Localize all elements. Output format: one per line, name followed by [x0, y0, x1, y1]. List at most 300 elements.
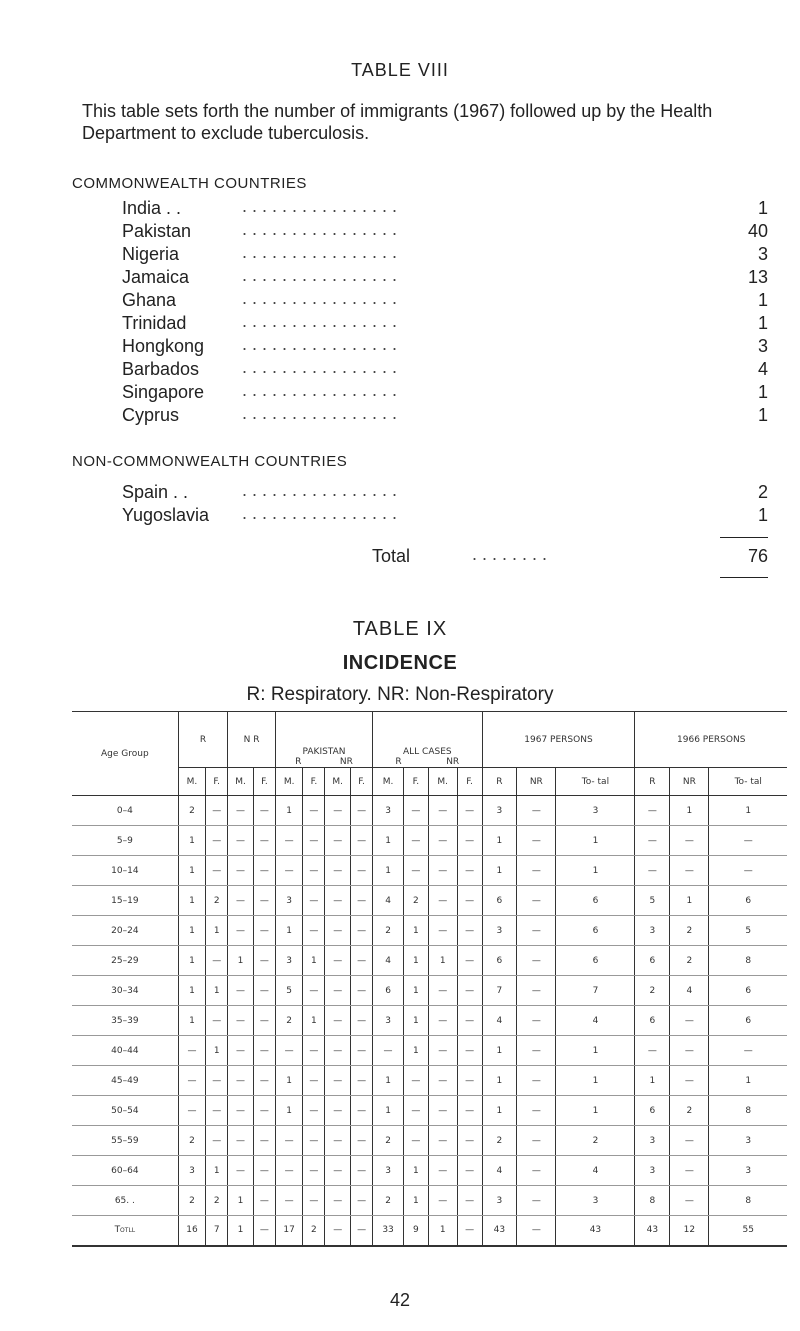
count-cell: —: [351, 976, 373, 1006]
leader-dots: . . . . . . . . . . . . . . . .: [242, 311, 398, 331]
count-cell: —: [253, 1006, 275, 1036]
count-cell: 12: [670, 1216, 709, 1246]
count-cell: —: [517, 946, 556, 976]
count-cell: 2: [373, 1126, 404, 1156]
count-cell: —: [206, 796, 228, 826]
count-cell: —: [228, 976, 254, 1006]
count-cell: —: [303, 1036, 325, 1066]
count-cell: —: [635, 826, 670, 856]
count-cell: —: [303, 1096, 325, 1126]
count-cell: 2: [556, 1126, 635, 1156]
incidence-heading: INCIDENCE: [342, 652, 458, 674]
count-cell: 4: [373, 886, 404, 916]
total-label: Total: [372, 546, 411, 566]
count-cell: 6: [482, 946, 517, 976]
count-cell: —: [428, 826, 457, 856]
count-cell: —: [228, 856, 254, 886]
count-cell: —: [275, 1036, 302, 1066]
leader-dots: . . . . . . . . . . . . . . . .: [242, 334, 398, 354]
count-cell: 1: [403, 1156, 428, 1186]
count-cell: 7: [556, 976, 635, 1006]
commonwealth-heading: COMMONWEALTH COUNTRIES: [72, 175, 307, 192]
count-cell: —: [403, 826, 428, 856]
subheader-total_sub: To- tal: [556, 768, 635, 796]
age-group-cell: 35–39: [72, 1006, 178, 1036]
commonwealth-row: [122, 405, 768, 429]
count-cell: 3: [709, 1156, 787, 1186]
country-name: Hongkong: [122, 336, 205, 356]
leader-dots: . . . . . . . . . . . . . . . .: [242, 480, 398, 500]
table-row: [72, 1156, 787, 1186]
count-cell: 1: [178, 1006, 205, 1036]
count-cell: 1: [178, 946, 205, 976]
subheader-total_sub: To- tal: [709, 768, 787, 796]
count-cell: 3: [482, 796, 517, 826]
count-cell: —: [428, 1036, 457, 1066]
count-cell: —: [325, 1216, 351, 1246]
count-cell: 1: [228, 946, 254, 976]
count-cell: 6: [635, 1096, 670, 1126]
count-cell: 2: [275, 1006, 302, 1036]
count-cell: —: [517, 826, 556, 856]
table-ix-title: TABLE IX: [352, 618, 448, 640]
count-cell: —: [275, 1186, 302, 1216]
count-cell: —: [517, 1216, 556, 1246]
count-cell: 1: [556, 826, 635, 856]
count-cell: 1: [403, 976, 428, 1006]
count-cell: 2: [206, 886, 228, 916]
subheader-nr_sub: NR: [517, 768, 556, 796]
table-row: [72, 1126, 787, 1156]
count-cell: —: [325, 1186, 351, 1216]
count-cell: 3: [635, 1126, 670, 1156]
country-count: 4: [757, 359, 768, 379]
count-cell: 2: [178, 796, 205, 826]
count-cell: —: [457, 1006, 482, 1036]
count-cell: —: [428, 796, 457, 826]
count-cell: —: [457, 946, 482, 976]
count-cell: 1: [228, 1186, 254, 1216]
age-group-cell: 45–49: [72, 1066, 178, 1096]
country-count: 1: [757, 382, 768, 402]
count-cell: 33: [373, 1216, 404, 1246]
count-cell: —: [351, 1006, 373, 1036]
count-cell: 43: [482, 1216, 517, 1246]
count-cell: —: [303, 1126, 325, 1156]
count-cell: —: [517, 1006, 556, 1036]
count-cell: —: [325, 826, 351, 856]
country-name: Cyprus: [122, 405, 180, 425]
count-cell: —: [206, 1096, 228, 1126]
count-cell: —: [709, 856, 787, 886]
count-cell: 1: [206, 976, 228, 1006]
count-cell: —: [635, 796, 670, 826]
count-cell: —: [670, 826, 709, 856]
count-cell: 1: [482, 826, 517, 856]
age-group-header: Age Group: [72, 712, 178, 796]
count-cell: —: [403, 1096, 428, 1126]
count-cell: 8: [709, 946, 787, 976]
age-group-cell: 0–4: [72, 796, 178, 826]
count-cell: 8: [709, 1186, 787, 1216]
subheader-r_sub: R: [635, 768, 670, 796]
count-cell: —: [303, 1066, 325, 1096]
count-cell: 2: [482, 1126, 517, 1156]
pakistan-header: [275, 712, 372, 768]
count-cell: —: [275, 1126, 302, 1156]
count-cell: 1: [275, 916, 302, 946]
count-cell: —: [351, 796, 373, 826]
count-cell: —: [253, 1036, 275, 1066]
count-cell: 2: [178, 1186, 205, 1216]
count-cell: 1: [556, 1036, 635, 1066]
count-cell: —: [228, 796, 254, 826]
count-cell: —: [275, 856, 302, 886]
count-cell: 2: [670, 946, 709, 976]
pakistan-label: PAKISTAN: [302, 747, 346, 757]
country-name: Jamaica: [122, 267, 190, 287]
count-cell: —: [206, 1066, 228, 1096]
count-cell: —: [351, 1186, 373, 1216]
count-cell: —: [635, 1036, 670, 1066]
count-cell: 4: [556, 1006, 635, 1036]
count-cell: 3: [275, 886, 302, 916]
count-cell: —: [178, 1096, 205, 1126]
persons-1966-header: 1966 PERSONS: [635, 712, 787, 768]
count-cell: —: [351, 946, 373, 976]
count-cell: 1: [482, 856, 517, 886]
count-cell: —: [253, 1126, 275, 1156]
count-cell: 4: [482, 1156, 517, 1186]
count-cell: —: [457, 1036, 482, 1066]
table-row: [72, 916, 787, 946]
count-cell: —: [206, 826, 228, 856]
count-cell: 2: [206, 1186, 228, 1216]
leader-dots: . . . . . . . . . . . . . . . .: [242, 403, 398, 423]
count-cell: 4: [482, 1006, 517, 1036]
count-cell: 1: [178, 886, 205, 916]
count-cell: —: [457, 976, 482, 1006]
count-cell: 6: [709, 976, 787, 1006]
count-cell: —: [325, 976, 351, 1006]
count-cell: —: [670, 856, 709, 886]
count-cell: 1: [482, 1036, 517, 1066]
country-name: Yugoslavia: [122, 505, 210, 525]
country-count: 2: [757, 482, 768, 502]
count-cell: 1: [482, 1096, 517, 1126]
table-row: [72, 976, 787, 1006]
count-cell: 1: [670, 796, 709, 826]
count-cell: 1: [178, 916, 205, 946]
count-cell: —: [253, 796, 275, 826]
count-cell: —: [253, 856, 275, 886]
count-cell: —: [351, 1126, 373, 1156]
count-cell: 1: [403, 916, 428, 946]
country-name: Barbados: [122, 359, 200, 379]
count-cell: 1: [403, 946, 428, 976]
count-cell: —: [228, 1156, 254, 1186]
count-cell: —: [403, 1126, 428, 1156]
country-count: 1: [757, 505, 768, 525]
count-cell: —: [303, 916, 325, 946]
count-cell: —: [253, 1066, 275, 1096]
count-cell: 3: [482, 916, 517, 946]
count-cell: 9: [403, 1216, 428, 1246]
count-cell: —: [228, 1066, 254, 1096]
count-cell: —: [428, 1186, 457, 1216]
count-cell: 6: [556, 946, 635, 976]
count-cell: —: [517, 916, 556, 946]
count-cell: —: [517, 886, 556, 916]
leader-dots: . . . . . . . . . . . . . . . .: [242, 196, 398, 216]
count-cell: —: [351, 916, 373, 946]
country-count: 1: [757, 198, 768, 218]
age-group-cell: Totll: [72, 1216, 178, 1246]
count-cell: 1: [556, 1066, 635, 1096]
count-cell: —: [428, 1156, 457, 1186]
count-cell: —: [457, 1156, 482, 1186]
table-viii-title: TABLE VIII: [351, 60, 449, 80]
country-name: Spain . .: [122, 482, 189, 502]
count-cell: —: [303, 976, 325, 1006]
count-cell: —: [351, 1036, 373, 1066]
age-group-cell: 5–9: [72, 826, 178, 856]
count-cell: —: [709, 1036, 787, 1066]
count-cell: —: [517, 856, 556, 886]
count-cell: 55: [709, 1216, 787, 1246]
count-cell: —: [351, 856, 373, 886]
count-cell: 17: [275, 1216, 302, 1246]
count-cell: 5: [709, 916, 787, 946]
count-cell: —: [178, 1036, 205, 1066]
count-cell: —: [325, 1006, 351, 1036]
page-number: 42: [389, 1290, 411, 1310]
count-cell: —: [228, 826, 254, 856]
subheader-f: F.: [403, 768, 428, 796]
count-cell: —: [428, 886, 457, 916]
count-cell: 3: [178, 1156, 205, 1186]
count-cell: —: [303, 826, 325, 856]
subheader-m: M.: [275, 768, 302, 796]
count-cell: —: [351, 1066, 373, 1096]
count-cell: —: [457, 1096, 482, 1126]
table-row: [72, 1096, 787, 1126]
subheader-m: M.: [325, 768, 351, 796]
count-cell: —: [325, 1126, 351, 1156]
count-cell: 1: [206, 1036, 228, 1066]
age-group-cell: 40–44: [72, 1036, 178, 1066]
count-cell: —: [253, 1186, 275, 1216]
count-cell: 3: [635, 916, 670, 946]
count-cell: —: [228, 916, 254, 946]
count-cell: —: [457, 796, 482, 826]
count-cell: 1: [275, 1066, 302, 1096]
table-row: [72, 826, 787, 856]
subheader-m: M.: [228, 768, 254, 796]
count-cell: 3: [556, 796, 635, 826]
all-cases-nr: NR: [446, 757, 460, 767]
total-rule-top: [720, 537, 768, 538]
count-cell: 1: [275, 796, 302, 826]
count-cell: —: [325, 886, 351, 916]
count-cell: 6: [482, 886, 517, 916]
r-header: R: [178, 712, 228, 768]
non-commonwealth-heading: NON-COMMONWEALTH COUNTRIES: [72, 453, 348, 470]
count-cell: 1: [670, 886, 709, 916]
count-cell: 1: [178, 826, 205, 856]
count-cell: —: [275, 826, 302, 856]
count-cell: 5: [635, 886, 670, 916]
count-cell: —: [253, 946, 275, 976]
count-cell: —: [517, 1036, 556, 1066]
leader-dots: . . . . . . . . . . . . . . . .: [242, 219, 398, 239]
count-cell: —: [517, 1156, 556, 1186]
age-group-cell: 55–59: [72, 1126, 178, 1156]
country-count: 1: [757, 405, 768, 425]
leader-dots: . . . . . . . . . . . . . . . .: [242, 357, 398, 377]
count-cell: —: [228, 1006, 254, 1036]
total-rule-bottom: [720, 577, 768, 578]
count-cell: —: [325, 916, 351, 946]
count-cell: 1: [709, 1066, 787, 1096]
count-cell: 1: [709, 796, 787, 826]
count-cell: —: [635, 856, 670, 886]
count-cell: —: [253, 1216, 275, 1246]
count-cell: 1: [428, 1216, 457, 1246]
count-cell: —: [428, 1066, 457, 1096]
count-cell: —: [457, 916, 482, 946]
count-cell: 4: [670, 976, 709, 1006]
count-cell: —: [351, 1216, 373, 1246]
count-cell: —: [206, 1126, 228, 1156]
count-cell: 1: [403, 1006, 428, 1036]
count-cell: —: [428, 1126, 457, 1156]
count-cell: 1: [373, 826, 404, 856]
legend: R: Respiratory. NR: Non-Respiratory: [246, 684, 554, 705]
leader-dots: . . . . . . . . . . . . . . . .: [242, 265, 398, 285]
count-cell: 2: [670, 916, 709, 946]
count-cell: 2: [373, 916, 404, 946]
count-cell: —: [517, 1096, 556, 1126]
count-cell: —: [206, 946, 228, 976]
count-cell: 1: [482, 1066, 517, 1096]
count-cell: 1: [403, 1186, 428, 1216]
count-cell: 1: [428, 946, 457, 976]
country-name: Trinidad: [122, 313, 187, 333]
count-cell: —: [351, 1096, 373, 1126]
count-cell: —: [228, 1126, 254, 1156]
count-cell: 6: [556, 916, 635, 946]
country-count: 40: [747, 221, 768, 241]
count-cell: 5: [275, 976, 302, 1006]
count-cell: 2: [403, 886, 428, 916]
count-cell: —: [403, 856, 428, 886]
subheader-nr_sub: NR: [670, 768, 709, 796]
count-cell: —: [517, 1066, 556, 1096]
count-cell: 43: [635, 1216, 670, 1246]
count-cell: —: [325, 1036, 351, 1066]
table-row: [72, 1036, 787, 1066]
leader-dots: . . . . . . . . . . . . . . . .: [242, 503, 398, 523]
count-cell: 6: [709, 886, 787, 916]
count-cell: 4: [373, 946, 404, 976]
count-cell: —: [428, 916, 457, 946]
count-cell: —: [457, 826, 482, 856]
leader-dots: . . . . . . . . . . . . . . . .: [242, 380, 398, 400]
age-group-cell: 15–19: [72, 886, 178, 916]
count-cell: 1: [206, 916, 228, 946]
count-cell: —: [457, 886, 482, 916]
count-cell: 1: [373, 1096, 404, 1126]
total-dots: . . . . . . . .: [472, 544, 548, 564]
count-cell: 4: [556, 1156, 635, 1186]
table-row: [72, 1066, 787, 1096]
country-count: 13: [747, 267, 768, 287]
count-cell: 1: [373, 1066, 404, 1096]
count-cell: 3: [556, 1186, 635, 1216]
count-cell: —: [303, 1186, 325, 1216]
count-cell: —: [403, 1066, 428, 1096]
count-cell: —: [303, 886, 325, 916]
pakistan-r: R: [295, 757, 302, 767]
table-row: [72, 796, 787, 826]
count-cell: 1: [303, 946, 325, 976]
count-cell: —: [228, 1096, 254, 1126]
count-cell: —: [206, 856, 228, 886]
age-group-cell: 65. .: [72, 1186, 178, 1216]
subheader-f: F.: [206, 768, 228, 796]
pakistan-nr: NR: [339, 757, 353, 767]
table-row: [72, 856, 787, 886]
count-cell: 1: [228, 1216, 254, 1246]
count-cell: 1: [556, 856, 635, 886]
country-count: 1: [757, 313, 768, 333]
count-cell: —: [709, 826, 787, 856]
subheader-f: F.: [351, 768, 373, 796]
non-commonwealth-row: [122, 505, 768, 529]
count-cell: 3: [373, 796, 404, 826]
count-cell: —: [670, 1066, 709, 1096]
count-cell: 3: [709, 1126, 787, 1156]
all-cases-label: ALL CASES: [403, 747, 452, 757]
country-name: Singapore: [122, 382, 205, 402]
count-cell: —: [253, 886, 275, 916]
age-group-cell: 25–29: [72, 946, 178, 976]
count-cell: —: [457, 856, 482, 886]
subheader-m: M.: [178, 768, 205, 796]
subheader-f: F.: [457, 768, 482, 796]
count-cell: —: [517, 796, 556, 826]
count-cell: —: [457, 1216, 482, 1246]
country-name: Ghana: [122, 290, 177, 310]
count-cell: 1: [178, 856, 205, 886]
total-row: [72, 1216, 787, 1246]
count-cell: 3: [482, 1186, 517, 1216]
count-cell: —: [351, 886, 373, 916]
count-cell: —: [428, 856, 457, 886]
table-row: [72, 1186, 787, 1216]
count-cell: —: [206, 1006, 228, 1036]
count-cell: —: [517, 976, 556, 1006]
count-cell: 8: [709, 1096, 787, 1126]
count-cell: 1: [556, 1096, 635, 1126]
count-cell: 1: [373, 856, 404, 886]
total-row: [372, 546, 768, 570]
nr-header: N R: [228, 712, 276, 768]
country-name: Pakistan: [122, 221, 192, 241]
count-cell: 1: [275, 1096, 302, 1126]
table-row: [72, 1006, 787, 1036]
